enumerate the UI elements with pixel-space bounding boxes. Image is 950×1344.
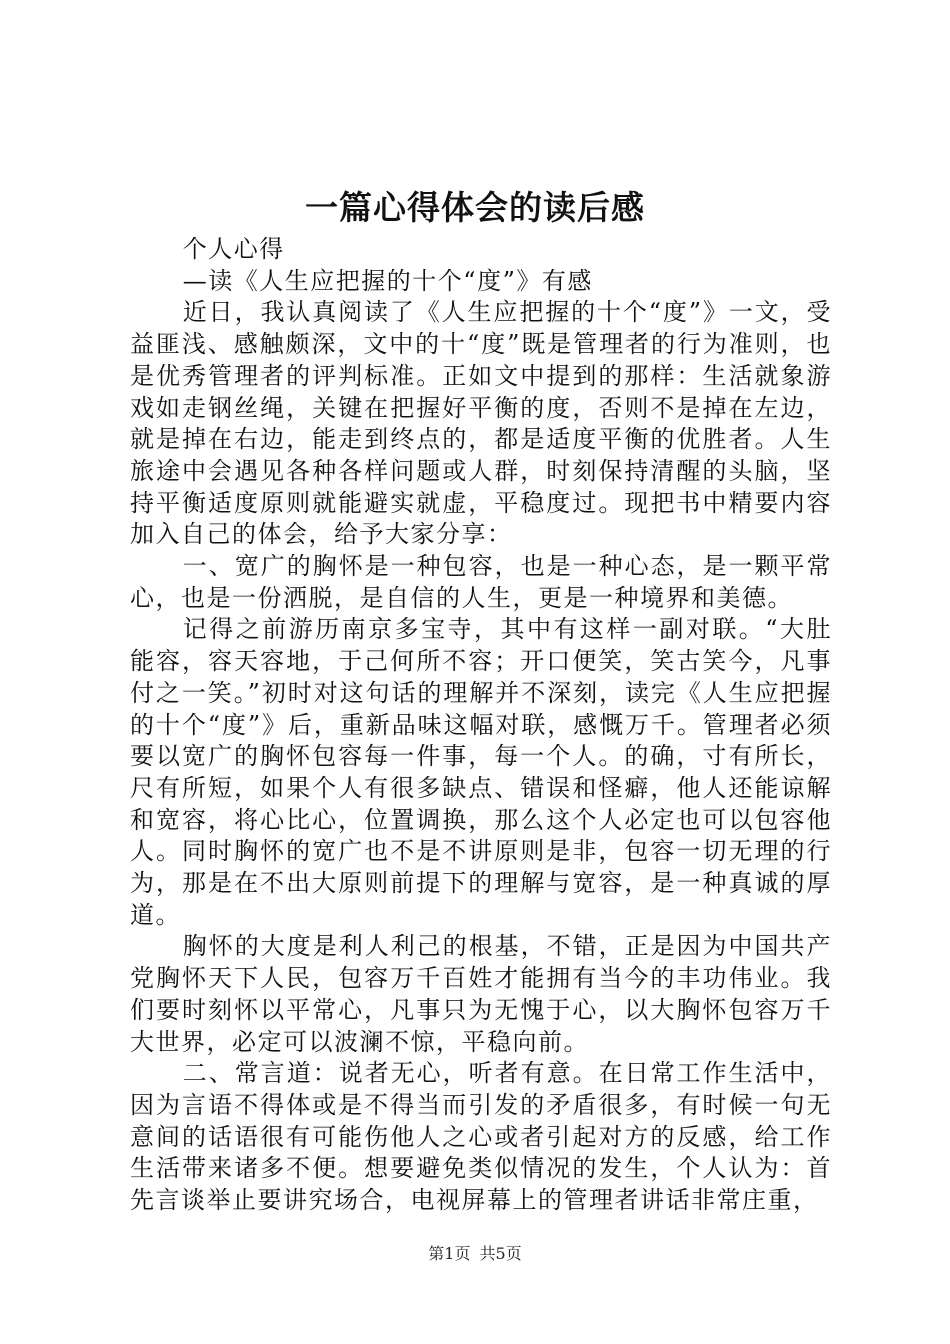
document-title: 一篇心得体会的读后感	[305, 188, 645, 227]
page-footer	[0, 1244, 950, 1264]
paragraph: 一、宽广的胸怀是一种包容，也是一种心态，是一颗平常心，也是一份洒脱，是自信的人生，更是一种境界和美德。	[130, 552, 832, 612]
paragraph: 胸怀的大度是利人利己的根基，不错，正是因为中国共产党胸怀天下人民，包容万千百姓才能拥有当今的丰功伟业。我们要时刻怀以平常心，凡事只为无愧于心，以大胸怀包容万千大世界，必定可以波澜不惊，平稳向前。	[130, 932, 832, 1056]
paragraph: 近日，我认真阅读了《人生应把握的十个“度”》一文，受益匪浅、感触颇深，文中的十“度”既是管理者的行为准则，也是优秀管理者的评判标准。正如文中提到的那样：生活就象游戏如走钢丝绳，关键在把握好平衡的度，否则不是掉在左边，就是掉在右边，能走到终点的，都是适度平衡的优胜者。人生旅途中会遇见各种各样问题或人群，时刻保持清醒的头脑，坚持平衡适度原则就能避实就虚，平稳度过。现把书中精要内容加入自己的体会，给予大家分享：	[130, 298, 832, 549]
page-number: 第1页	[428, 1244, 471, 1263]
document-body	[130, 234, 832, 1217]
paragraph-book-reference: —读《人生应把握的十个“度”》有感	[182, 266, 593, 295]
paragraph: 二、常言道：说者无心，听者有意。在日常工作生活中，因为言语不得体或是不得当而引发的矛盾很多，有时候一句无意间的话语很有可能伤他人之心或者引起对方的反感，给工作生活带来诸多不便。想要避免类似情况的发生，个人认为：首先言谈举止要讲究场合，电视屏幕上的管理者讲话非常庄重，	[130, 1059, 832, 1215]
page-total: 共5页	[479, 1244, 522, 1263]
paragraph: 记得之前游历南京多宝寺，其中有这样一副对联。“大肚能容，容天容地，于己何所不容；开口便笑，笑古笑今，凡事付之一笑。”初时对这句话的理解并不深刻，读完《人生应把握的十个“度”》后，重新品味这幅对联，感慨万千。管理者必须要以宽广的胸怀包容每一件事，每一个人。的确，寸有所长，尺有所短，如果个人有很多缺点、错误和怪癖，他人还能谅解和宽容，将心比心，位置调换，那么这个人必定也可以包容他人。同时胸怀的宽广也不是不讲原则是非，包容一切无理的行为，那是在不出大原则前提下的理解与宽容，是一种真诚的厚道。	[130, 615, 832, 929]
paragraph-subtitle: 个人心得	[182, 235, 285, 263]
